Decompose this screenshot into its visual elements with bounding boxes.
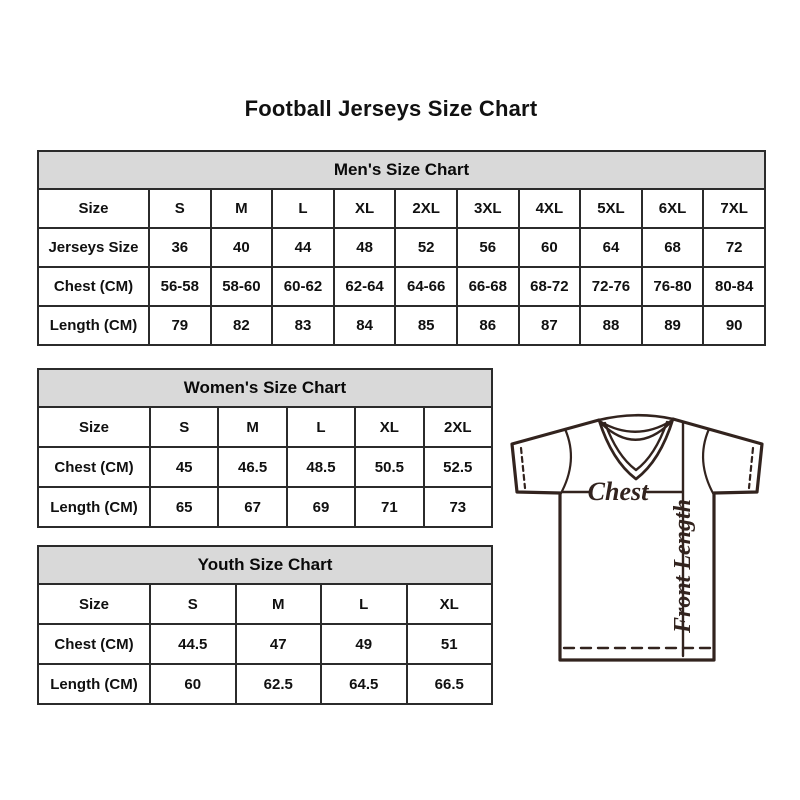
size-cell: 73 (424, 487, 492, 527)
size-cell: 64 (580, 228, 642, 267)
size-cell: 45 (150, 447, 218, 487)
size-cell: 66-68 (457, 267, 519, 306)
mens-table-title: Men's Size Chart (38, 151, 765, 189)
size-cell: 64-66 (395, 267, 457, 306)
jersey-measurement-diagram (498, 398, 778, 683)
chest-label: Chest (587, 477, 649, 506)
size-cell: XL (407, 584, 493, 624)
size-cell: 60 (519, 228, 581, 267)
right-armhole-seam (703, 429, 714, 495)
size-cell: M (218, 407, 286, 447)
size-cell: 51 (407, 624, 493, 664)
size-cell: 44 (272, 228, 334, 267)
size-cell: 62.5 (236, 664, 322, 704)
row-label: Size (38, 407, 150, 447)
table-row (38, 624, 492, 664)
size-cell: 52.5 (424, 447, 492, 487)
youth-table-body (38, 584, 492, 704)
size-cell: 56 (457, 228, 519, 267)
left-cuff-stitch (521, 448, 525, 488)
size-cell: 48 (334, 228, 396, 267)
size-cell: 62-64 (334, 267, 396, 306)
size-cell: 36 (149, 228, 211, 267)
table-row (38, 447, 492, 487)
table-row (38, 267, 765, 306)
front-length-label: Front Length (670, 498, 696, 634)
size-cell: 6XL (642, 189, 704, 228)
mens-table-body (38, 189, 765, 345)
size-cell: 71 (355, 487, 423, 527)
size-cell: 87 (519, 306, 581, 345)
size-cell: 4XL (519, 189, 581, 228)
size-cell: 90 (703, 306, 765, 345)
size-cell: XL (355, 407, 423, 447)
page-title: Football Jerseys Size Chart (244, 96, 538, 121)
size-cell: 68 (642, 228, 704, 267)
size-cell: 2XL (395, 189, 457, 228)
size-cell: 69 (287, 487, 355, 527)
row-label: Chest (CM) (38, 447, 150, 487)
size-cell: 49 (321, 624, 407, 664)
size-cell: L (272, 189, 334, 228)
size-cell: 85 (395, 306, 457, 345)
table-header-row (38, 151, 765, 189)
row-label: Size (38, 584, 150, 624)
size-cell: XL (334, 189, 396, 228)
table-row (38, 306, 765, 345)
collar-top-edge (599, 415, 673, 420)
size-cell: 83 (272, 306, 334, 345)
womens-table-body (38, 407, 492, 527)
size-cell: L (321, 584, 407, 624)
size-cell: 79 (149, 306, 211, 345)
size-cell: 5XL (580, 189, 642, 228)
size-cell: 65 (150, 487, 218, 527)
row-label: Length (CM) (38, 664, 150, 704)
size-cell: 46.5 (218, 447, 286, 487)
left-armhole-seam (560, 429, 571, 495)
row-label: Chest (CM) (38, 267, 149, 306)
size-cell: 84 (334, 306, 396, 345)
size-cell: 64.5 (321, 664, 407, 704)
table-header-row (38, 546, 492, 584)
womens-size-table (37, 368, 493, 528)
size-cell: 72-76 (580, 267, 642, 306)
size-cell: 72 (703, 228, 765, 267)
size-cell: 48.5 (287, 447, 355, 487)
size-cell: 58-60 (211, 267, 273, 306)
table-row (38, 407, 492, 447)
size-cell: 47 (236, 624, 322, 664)
size-cell: M (236, 584, 322, 624)
youth-table-title: Youth Size Chart (38, 546, 492, 584)
size-cell: 80-84 (703, 267, 765, 306)
size-cell: 82 (211, 306, 273, 345)
mens-size-table (37, 150, 766, 346)
table-row (38, 189, 765, 228)
size-cell: 76-80 (642, 267, 704, 306)
youth-size-table (37, 545, 493, 705)
table-row (38, 584, 492, 624)
size-cell: 60 (150, 664, 236, 704)
size-cell: 44.5 (150, 624, 236, 664)
size-cell: 56-58 (149, 267, 211, 306)
row-label: Length (CM) (38, 306, 149, 345)
size-cell: 52 (395, 228, 457, 267)
table-row (38, 228, 765, 267)
size-cell: M (211, 189, 273, 228)
table-row (38, 664, 492, 704)
size-cell: 2XL (424, 407, 492, 447)
size-cell: S (150, 407, 218, 447)
size-cell: 88 (580, 306, 642, 345)
size-cell: 3XL (457, 189, 519, 228)
size-cell: 50.5 (355, 447, 423, 487)
size-cell: 89 (642, 306, 704, 345)
row-label: Chest (CM) (38, 624, 150, 664)
size-cell: 7XL (703, 189, 765, 228)
row-label: Length (CM) (38, 487, 150, 527)
row-label: Jerseys Size (38, 228, 149, 267)
size-cell: 68-72 (519, 267, 581, 306)
womens-table-title: Women's Size Chart (38, 369, 492, 407)
size-cell: L (287, 407, 355, 447)
right-cuff-stitch (749, 448, 753, 488)
size-cell: S (149, 189, 211, 228)
size-cell: 67 (218, 487, 286, 527)
size-cell: S (150, 584, 236, 624)
table-header-row (38, 369, 492, 407)
jersey-outline (512, 419, 762, 660)
size-cell: 60-62 (272, 267, 334, 306)
size-cell: 86 (457, 306, 519, 345)
size-cell: 66.5 (407, 664, 493, 704)
row-label: Size (38, 189, 149, 228)
size-cell: 40 (211, 228, 273, 267)
table-row (38, 487, 492, 527)
